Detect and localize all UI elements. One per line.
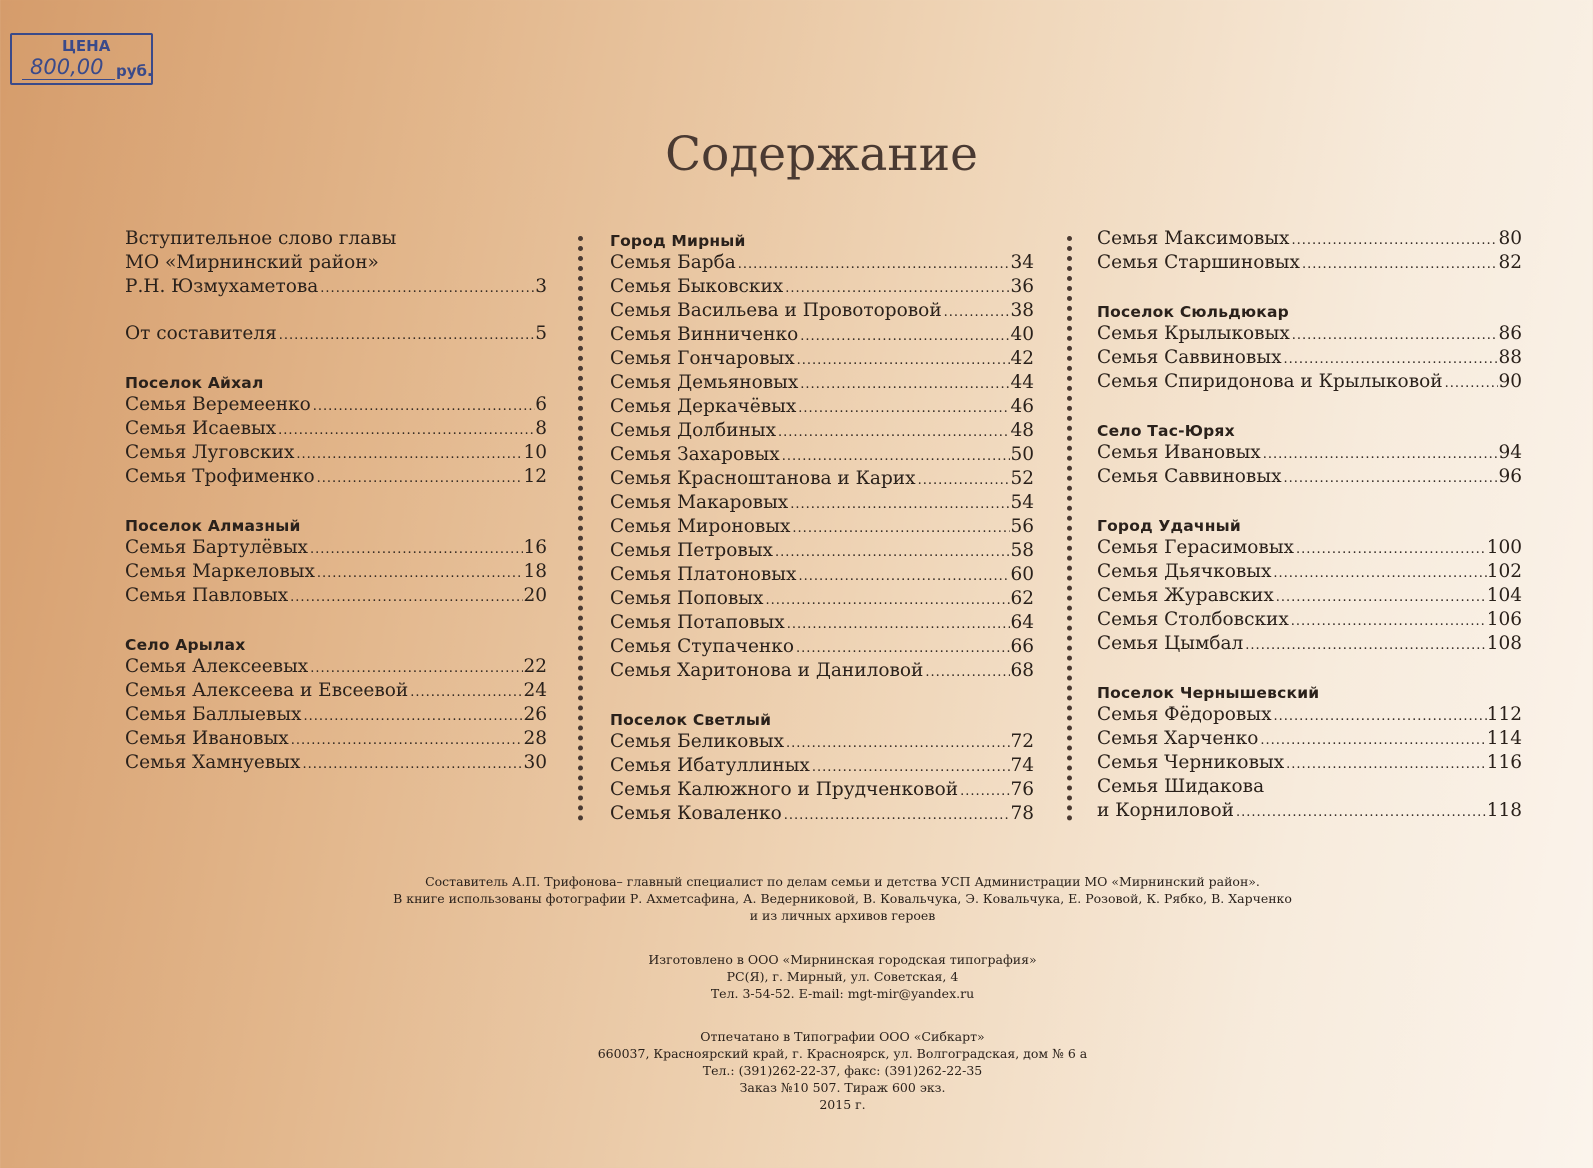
toc-entry: [125, 441, 547, 465]
toc-entry: [610, 563, 1034, 587]
toc-entry: [125, 417, 547, 441]
toc-entry-text: МО «Мирнинский район»: [125, 252, 379, 273]
dot-leader: [1294, 538, 1487, 562]
toc-spacer: [125, 346, 547, 369]
toc-entry: [610, 443, 1034, 467]
toc-entry: [610, 395, 1034, 419]
toc-spacer: [125, 608, 547, 631]
toc-entry: [610, 587, 1034, 611]
toc-entry-title: Семья Бартулёвых: [125, 537, 308, 558]
toc-entry: [610, 347, 1034, 371]
colophon-line: Заказ №10 507. Тираж 600 экз.: [739, 1080, 946, 1095]
dot-leader: [1243, 634, 1486, 658]
toc-entry-title: Семья Красноштанова и Карих: [610, 468, 916, 489]
toc-entry: [125, 703, 547, 727]
toc-entry-title: Семья Черниковых: [1097, 752, 1285, 773]
toc-entry: [610, 323, 1034, 347]
toc-entry: [1097, 632, 1522, 656]
toc-page-number: 34: [1010, 252, 1034, 273]
toc-page-number: 56: [1010, 516, 1034, 537]
toc-entry-title: Семья Харченко: [1097, 728, 1259, 749]
toc-page-number: 40: [1010, 324, 1034, 345]
toc-entry: [610, 802, 1034, 826]
toc-entry-title: Семья Трофименко: [125, 466, 315, 487]
toc-page-number: 94: [1498, 442, 1522, 463]
dot-leader: [315, 467, 524, 491]
toc-section-heading: Поселок Айхал: [125, 374, 264, 392]
toc-spacer: [1097, 394, 1522, 417]
toc-entry-title: Семья Харитонова и Даниловой: [610, 660, 924, 681]
toc-entry: [1097, 536, 1522, 560]
dot-leader: [311, 395, 535, 419]
dot-leader: [1271, 562, 1486, 586]
dot-leader: [1289, 229, 1498, 253]
toc-page-number: 74: [1010, 755, 1034, 776]
toc-entry-title: Р.Н. Юзмухаметова: [125, 276, 319, 297]
toc-entry: [125, 751, 547, 775]
toc-column-2: [610, 227, 1034, 826]
dot-leader: [315, 562, 524, 586]
toc-entry-title: Семья Хамнуевых: [125, 752, 301, 773]
dot-leader: [1258, 729, 1486, 753]
dot-leader: [277, 324, 535, 348]
dot-leader: [1282, 467, 1499, 491]
toc-entry-title: Семья Демьяновых: [610, 372, 799, 393]
dot-leader: [736, 253, 1011, 277]
toc-page-number: 64: [1010, 612, 1034, 633]
dot-leader: [796, 397, 1010, 421]
colophon-line: РС(Я), г. Мирный, ул. Советская, 4: [726, 969, 959, 984]
colophon-line: Тел.: (391)262-22-37, факс: (391)262-22-35: [702, 1063, 983, 1078]
colophon-line: Изготовлено в ООО «Мирнинская городская типография»: [648, 952, 1037, 967]
toc-entry-title: Семья Захаровых: [610, 444, 780, 465]
toc-entry: [1097, 727, 1522, 751]
dot-leader: [798, 373, 1010, 397]
dot-leader: [408, 681, 523, 705]
toc-entry: [1097, 370, 1522, 394]
stamp-underline: [22, 79, 115, 80]
dot-leader: [1272, 705, 1487, 729]
toc-entry: [1097, 799, 1522, 823]
colophon-line: Составитель А.П. Трифонова– главный специалист по делам семьи и детства УСП Администрации МО «Мирнинский район».: [425, 874, 1260, 889]
dot-leader: [773, 541, 1010, 565]
toc-entry-title: Семья Герасимовых: [1097, 537, 1294, 558]
toc-entry: [610, 371, 1034, 395]
toc-column-1: [125, 227, 547, 775]
colophon-printer: [0, 1028, 1593, 1113]
toc-section-heading: Город Мирный: [610, 232, 746, 250]
toc-section-heading: Поселок Сюльдюкар: [1097, 303, 1289, 321]
dot-leader: [1300, 253, 1499, 277]
dot-leader: [1274, 586, 1487, 610]
toc-page-number: 30: [523, 752, 547, 773]
toc-entry: [610, 419, 1034, 443]
toc-entry: [125, 322, 547, 346]
toc-entry: [125, 536, 547, 560]
toc-page-number: 102: [1486, 561, 1522, 582]
toc-entry: [610, 299, 1034, 323]
toc-page-number: 82: [1498, 252, 1522, 273]
toc-column-3: [1097, 227, 1522, 823]
colophon-line: и из личных архивов героев: [749, 908, 936, 923]
toc-section-heading: Поселок Алмазный: [125, 517, 301, 535]
toc-entry: [1097, 584, 1522, 608]
toc-page-number: 22: [523, 656, 547, 677]
toc-spacer: [1097, 275, 1522, 298]
toc-entry: [125, 465, 547, 489]
dot-leader: [1290, 324, 1499, 348]
toc-entry: [610, 778, 1034, 802]
toc-spacer: [125, 299, 547, 322]
dot-leader: [1282, 348, 1499, 372]
dot-leader: [796, 565, 1010, 589]
toc-entry-title: Семья Максимовых: [1097, 228, 1290, 249]
toc-entry-title: Семья Луговских: [125, 442, 295, 463]
toc-spacer: [1097, 489, 1522, 512]
page-title: Содержание: [665, 127, 978, 182]
toc-entry: [610, 659, 1034, 683]
toc-entry: [1097, 465, 1522, 489]
toc-entry-title: Семья Маркеловых: [125, 561, 315, 582]
toc-entry-title: Семья Ивановых: [1097, 442, 1261, 463]
dot-leader: [784, 732, 1010, 756]
toc-section-heading: Поселок Светлый: [610, 711, 772, 729]
toc-page-number: 118: [1486, 800, 1522, 821]
toc-entry-title: Семья Гончаровых: [610, 348, 795, 369]
dot-leader: [798, 325, 1010, 349]
dot-leader: [302, 705, 524, 729]
toc-page-number: 50: [1010, 444, 1034, 465]
toc-page-number: 66: [1010, 636, 1034, 657]
toc-page-number: 42: [1010, 348, 1034, 369]
toc-spacer: [125, 489, 547, 512]
toc-page-number: 104: [1486, 585, 1522, 606]
toc-entry-title: Семья Васильева и Провоторовой: [610, 300, 942, 321]
toc-entry-title: Семья Беликовых: [610, 731, 785, 752]
toc-page-number: 80: [1498, 228, 1522, 249]
toc-entry-title: Семья Цымбал: [1097, 633, 1244, 654]
toc-page-number: 88: [1498, 347, 1522, 368]
toc-page-number: 46: [1010, 396, 1034, 417]
dot-leader: [308, 538, 523, 562]
dot-leader: [794, 637, 1010, 661]
colophon-producer: [0, 951, 1593, 1002]
toc-entry-title: Семья Коваленко: [610, 803, 782, 824]
toc-entry-title: Семья Дьячковых: [1097, 561, 1272, 582]
toc-entry-title: Семья Петровых: [610, 540, 773, 561]
toc-entry: [610, 754, 1034, 778]
dot-leader: [763, 589, 1010, 613]
toc-entry-title: Семья Павловых: [125, 585, 289, 606]
toc-page-number: 54: [1010, 492, 1034, 513]
toc-entry: [1097, 441, 1522, 465]
toc-entry-title: Семья Ступаченко: [610, 636, 794, 657]
toc-entry-title: Семья Старшиновых: [1097, 252, 1300, 273]
toc-page-number: 20: [523, 585, 547, 606]
toc-page-number: 26: [523, 704, 547, 725]
toc-page-number: 28: [523, 728, 547, 749]
toc-page-number: 60: [1010, 564, 1034, 585]
toc-page-number: 8: [535, 418, 547, 439]
toc-page-number: 68: [1010, 660, 1034, 681]
toc-page-number: 100: [1486, 537, 1522, 558]
toc-entry-title: Семья Деркачёвых: [610, 396, 797, 417]
toc-entry-title: Семья Спиридонова и Крылыковой: [1097, 371, 1443, 392]
toc-entry-text: Вступительное слово главы: [125, 228, 397, 249]
dot-leader: [923, 661, 1010, 685]
toc-page-number: 62: [1010, 588, 1034, 609]
toc-entry-title: Семья Баллыевых: [125, 704, 302, 725]
toc-entry: [125, 275, 547, 299]
toc-entry: [610, 275, 1034, 299]
dot-leader: [1289, 610, 1487, 634]
toc-page-number: 106: [1486, 609, 1522, 630]
stamp-price: 800,00: [30, 55, 104, 79]
toc-entry-title: и Корниловой: [1097, 800, 1234, 821]
toc-entry: [610, 611, 1034, 635]
toc-page-number: 24: [523, 680, 547, 701]
dot-leader: [318, 277, 535, 301]
dot-leader: [1234, 801, 1487, 825]
toc-entry-title: Семья Ивановых: [125, 728, 289, 749]
dot-leader: [790, 517, 1010, 541]
toc-page-number: 36: [1010, 276, 1034, 297]
dot-leader: [782, 804, 1011, 828]
toc-spacer: [1097, 656, 1522, 679]
dot-leader: [288, 586, 523, 610]
toc-entry-title: Семья Крылыковых: [1097, 323, 1290, 344]
toc-entry: [610, 635, 1034, 659]
colophon-line: В книге использованы фотографии Р. Ахметсафина, А. Ведерниковой, В. Ковальчука, Э. Ковальчука, Е. Розовой, К. Рябко, В. Харченко: [393, 891, 1292, 906]
toc-entry-title: Семья Быковских: [610, 276, 784, 297]
toc-entry-title: Семья Винниченко: [610, 324, 799, 345]
dot-leader: [1443, 372, 1499, 396]
toc-page-number: 86: [1498, 323, 1522, 344]
toc-entry: [610, 730, 1034, 754]
toc-entry: [125, 679, 547, 703]
toc-page-number: 116: [1486, 752, 1522, 773]
dot-leader: [795, 349, 1011, 373]
toc-page-number: 76: [1010, 779, 1034, 800]
colophon-line: 2015 г.: [819, 1097, 866, 1112]
toc-entry-title: Семья Ибатуллиных: [610, 755, 810, 776]
dot-leader: [289, 729, 524, 753]
toc-entry: [1097, 751, 1522, 775]
colophon-line: 660037, Красноярский край, г. Красноярск, ул. Волгоградская, дом № 6 а: [597, 1046, 1088, 1061]
toc-entry-title: Семья Журавских: [1097, 585, 1274, 606]
dot-leader: [776, 421, 1010, 445]
dot-leader: [1261, 443, 1499, 467]
toc-page-number: 52: [1010, 468, 1034, 489]
toc-entry: [125, 584, 547, 608]
toc-entry-title: Семья Саввиновых: [1097, 466, 1282, 487]
toc-entry-title: Семья Исаевых: [125, 418, 277, 439]
toc-entry-title: Семья Веремеенко: [125, 394, 311, 415]
toc-entry: [125, 655, 547, 679]
toc-entry: [610, 539, 1034, 563]
toc-entry-title: Семья Столбовских: [1097, 609, 1289, 630]
dot-leader: [308, 657, 523, 681]
toc-entry: [610, 251, 1034, 275]
toc-entry: [1097, 322, 1522, 346]
dot-leader: [785, 613, 1011, 637]
toc-page-number: 10: [523, 442, 547, 463]
toc-page-number: 112: [1486, 704, 1522, 725]
toc-section-heading: Поселок Чернышевский: [1097, 684, 1320, 702]
toc-page-number: 3: [535, 276, 547, 297]
toc-entry-title: Семья Фёдоровых: [1097, 704, 1272, 725]
toc-entry: [1097, 346, 1522, 370]
toc-page-number: 44: [1010, 372, 1034, 393]
stamp-unit: руб.: [116, 62, 153, 80]
dot-leader: [810, 756, 1011, 780]
toc-entry: [125, 727, 547, 751]
toc-entry: [125, 393, 547, 417]
toc-page-number: 90: [1498, 371, 1522, 392]
dot-leader: [916, 469, 1011, 493]
toc-page-number: 48: [1010, 420, 1034, 441]
dot-leader: [276, 419, 535, 443]
toc-page-number: 5: [535, 323, 547, 344]
toc-page-number: 78: [1010, 803, 1034, 824]
dot-leader: [1284, 753, 1487, 777]
toc-page-number: 58: [1010, 540, 1034, 561]
toc-page-number: 108: [1486, 633, 1522, 654]
colophon-line: Тел. 3-54-52. E-mail: mgt-mir@yandex.ru: [710, 986, 975, 1001]
toc-entry: [610, 467, 1034, 491]
toc-page-number: 18: [523, 561, 547, 582]
toc-section-heading: Город Удачный: [1097, 517, 1241, 535]
toc-entry-title: Семья Алексеева и Евсеевой: [125, 680, 409, 701]
colophon-line: Отпечатано в Типографии ООО «Сибкарт»: [700, 1029, 985, 1044]
dot-leader: [783, 277, 1010, 301]
toc-entry-title: Семья Мироновых: [610, 516, 791, 537]
toc-entry: [1097, 608, 1522, 632]
dot-leader: [780, 445, 1011, 469]
toc-entry: [1097, 251, 1522, 275]
dot-leader: [294, 443, 523, 467]
toc-entry: [610, 515, 1034, 539]
toc-entry-title: Семья Платоновых: [610, 564, 797, 585]
toc-page-number: 96: [1498, 466, 1522, 487]
toc-entry: [610, 491, 1034, 515]
toc-entry: [125, 560, 547, 584]
dot-leader: [958, 780, 1010, 804]
toc-page-number: 72: [1010, 731, 1034, 752]
toc-entry-title: Семья Потаповых: [610, 612, 785, 633]
toc-entry-title: Семья Долбиных: [610, 420, 777, 441]
dot-leader: [300, 753, 523, 777]
toc-entry-title: Семья Поповых: [610, 588, 764, 609]
toc-section-heading: Село Арылах: [125, 636, 246, 654]
toc-entry: [1097, 703, 1522, 727]
dotted-divider-2: [1067, 236, 1072, 821]
colophon-credits: [0, 873, 1593, 924]
price-stamp: [10, 33, 153, 85]
toc-page-number: 6: [535, 394, 547, 415]
toc-page-number: 38: [1010, 300, 1034, 321]
stamp-label: ЦЕНА: [62, 37, 111, 55]
toc-entry: [1097, 560, 1522, 584]
toc-entry-text: Семья Шидакова: [1097, 776, 1265, 797]
toc-entry-title: Семья Алексеевых: [125, 656, 309, 677]
toc-entry: [1097, 227, 1522, 251]
toc-page-number: 12: [523, 466, 547, 487]
dot-leader: [788, 493, 1010, 517]
toc-entry-title: Семья Калюжного и Прудченковой: [610, 779, 959, 800]
toc-section-heading: Село Тас-Юрях: [1097, 422, 1235, 440]
toc-page-number: 16: [523, 537, 547, 558]
toc-spacer: [610, 683, 1034, 706]
dotted-divider-1: [578, 236, 583, 821]
toc-entry-title: От составителя: [125, 323, 277, 344]
toc-entry-title: Семья Саввиновых: [1097, 347, 1282, 368]
toc-entry-title: Семья Барба: [610, 252, 736, 273]
dot-leader: [942, 301, 1011, 325]
toc-page-number: 114: [1486, 728, 1522, 749]
toc-entry-title: Семья Макаровых: [610, 492, 789, 513]
